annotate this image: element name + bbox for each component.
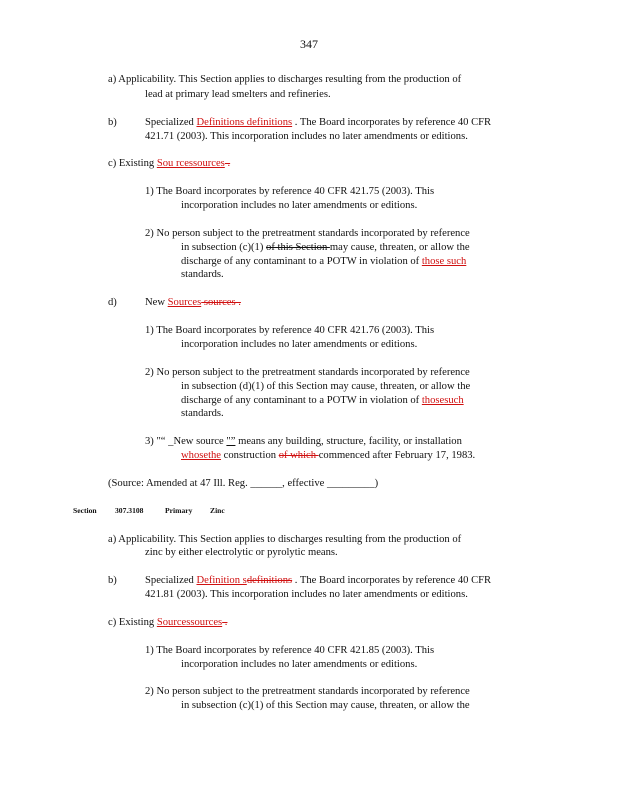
p1-b-insert: Definitions definitions [196,117,293,128]
p1-d-label: d) [108,297,117,308]
p2-b-line2: 421.81 (2003). This incorporation includes no later amendments or editions. [145,589,468,600]
p1-d3-a: 3) "“ [145,436,166,447]
p1-c-heading [108,157,230,171]
section-number: 307.3108 [115,506,144,515]
p2-c1-line2: incorporation includes no later amendments or editions. [181,659,418,670]
p1-c2-line3 [181,255,466,269]
p2-c-delete: . [222,617,228,628]
p1-d3-insert: whosethe [181,450,222,461]
p1-d-delete: sources . [201,297,241,308]
p1-d-insert: Sources [167,297,202,308]
p1-c-delete: . [224,158,231,169]
p1-a-line1: a) Applicability. This Section applies to discharges resulting from the production of [108,74,462,85]
p2-c1-line1: 1) The Board incorporates by reference 40 CFR 421.85 (2003). This [145,645,435,656]
p1-c2-line2-b: may cause, threaten, or allow the [329,242,470,253]
p1-d3-line2 [181,449,475,463]
p1-c1-line2: incorporation includes no later amendments or editions. [181,200,418,211]
section-title-primary: Primary [165,506,193,515]
page-number: 347 [300,37,318,51]
p1-a-line2: lead at primary lead smelters and refineries. [145,89,331,100]
p1-d3-c: means any building, structure, facility, or installation [235,436,462,447]
p1-d3-line2-b: commenced after February 17, 1983. [318,450,476,461]
p2-c2-line2: in subsection (c)(1) of this Section may cause, threaten, or allow the [181,700,470,711]
p1-b-pre: Specialized [145,117,197,128]
p2-a-line2: zinc by either electrolytic or pyrolytic means. [145,547,338,558]
p1-d3-b: _New source [165,436,227,447]
p1-d-pre: New [145,297,168,308]
p1-b-line1 [145,116,491,130]
p1-c2-delete: of this Section [266,242,330,253]
p1-c2-line4: standards. [181,269,224,280]
p2-a-line1: a) Applicability. This Section applies to discharges resulting from the production of [108,534,462,545]
p2-c-heading [108,616,227,630]
p2-b-pre: Specialized [145,575,197,586]
p2-c-insert: Sourcessources [156,617,223,628]
p2-c-pre: c) Existing [108,617,157,628]
p2-b-label: b) [108,575,117,586]
p1-c2-line2 [181,241,470,255]
p1-c2-line3-a: discharge of any contaminant to a POTW in violation of [181,256,422,267]
p1-c-pre: c) Existing [108,158,157,169]
p1-d3-quote: "” [226,436,236,447]
p2-c2-line1: 2) No person subject to the pretreatment standards incorporated by reference [145,686,470,697]
section-label: Section [73,506,97,515]
p1-d2-line2: in subsection (d)(1) of this Section may cause, threaten, or allow the [181,381,471,392]
p1-c2-line1: 2) No person subject to the pretreatment standards incorporated by reference [145,228,470,239]
p1-b-label: b) [108,117,117,128]
p1-source-note: (Source: Amended at 47 Ill. Reg. ______, effective _________) [108,478,379,489]
p1-d2-line3 [181,394,464,408]
p1-b-line2: 421.71 (2003). This incorporation includes no later amendments or editions. [145,131,468,142]
p1-d3-line2-a: construction [221,450,279,461]
p1-d2-insert: thosesuch [421,395,464,406]
p1-b-post: . The Board incorporates by reference 40 CFR [292,117,492,128]
p1-d2-line3-a: discharge of any contaminant to a POTW in violation of [181,395,422,406]
p1-d2-line1: 2) No person subject to the pretreatment standards incorporated by reference [145,367,470,378]
p1-d1-line1: 1) The Board incorporates by reference 40 CFR 421.76 (2003). This [145,325,435,336]
p1-d-heading [145,296,241,310]
p2-b-line1 [145,574,491,588]
p1-d3-line1 [145,435,462,449]
p1-c2-insert: those such [421,256,467,267]
p2-b-insert: Definition s [196,575,247,586]
p1-d2-line4: standards. [181,408,224,419]
p2-b-delete: definitions [246,575,293,586]
p1-c1-line1: 1) The Board incorporates by reference 40 CFR 421.75 (2003). This [145,186,435,197]
p2-b-post: . The Board incorporates by reference 40 CFR [292,575,492,586]
p1-d3-delete: of which [278,450,319,461]
section-title-zinc: Zinc [210,506,225,515]
p1-c2-line2-a: in subsection (c)(1) [181,242,267,253]
p1-c-insert: Sou rcessources [156,158,225,169]
p1-d1-line2: incorporation includes no later amendments or editions. [181,339,418,350]
